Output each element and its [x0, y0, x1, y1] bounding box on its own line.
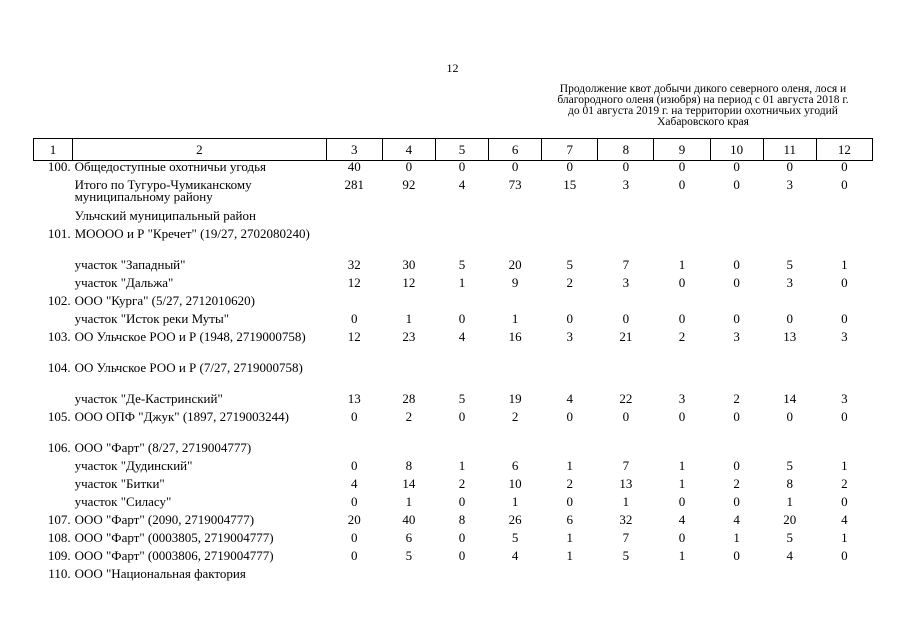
hunting-ground-name-cell: ОО Ульчское РОО и Р (7/27, 2719000758) [74, 360, 303, 375]
quota-value-cell: 1 [678, 548, 686, 563]
quota-value-cell: 0 [622, 409, 630, 424]
quota-value-cell: 20 [783, 512, 797, 527]
column-header: 9 [654, 139, 710, 161]
quota-value-cell: 5 [786, 530, 793, 545]
quota-value-cell: 2 [678, 329, 686, 344]
quota-value-cell: 92 [402, 177, 416, 192]
row-number-cell [34, 478, 73, 496]
quota-value-cell: 5 [458, 391, 466, 406]
row-number-cell: 100. [47, 159, 71, 174]
quota-value-cell: 28 [402, 391, 416, 406]
column-header: 6 [489, 139, 542, 161]
quota-value-cell: 6 [511, 458, 519, 473]
quota-value-cell [816, 210, 872, 228]
hunting-ground-name-cell: участок "Де-Кастринский" [74, 391, 223, 406]
hunting-ground-name-cell: Общедоступные охотничьи угодья [74, 159, 267, 174]
column-header: 11 [763, 139, 816, 161]
quota-value-cell: 3 [841, 391, 848, 406]
quota-value-cell: 4 [458, 329, 466, 344]
quota-value-cell [435, 210, 488, 228]
quota-value-cell: 40 [402, 512, 416, 527]
page-number: 12 [446, 61, 459, 75]
quota-value-cell [654, 228, 710, 259]
hunting-ground-name-cell: МОООО и Р "Кречет" (19/27, 2702080240) [74, 226, 310, 241]
quota-value-cell: 1 [566, 548, 573, 563]
quota-value-cell: 5 [786, 257, 793, 272]
quota-value-cell: 0 [458, 159, 466, 174]
hunting-ground-name-cell: ООО "Национальная фактория [74, 566, 246, 581]
column-header: 12 [816, 139, 872, 161]
quota-value-cell [816, 568, 872, 586]
quota-value-cell: 0 [841, 409, 848, 424]
quota-value-cell [816, 228, 872, 259]
quota-value-cell: 0 [622, 159, 630, 174]
quota-value-cell: 0 [458, 311, 466, 326]
row-number-cell: 107. [47, 512, 71, 527]
row-number-cell [34, 259, 73, 277]
quota-value-cell: 8 [786, 476, 793, 491]
quota-value-cell: 0 [841, 159, 848, 174]
quota-value-cell: 3 [841, 329, 848, 344]
hunting-ground-name-cell: участок "Западный" [74, 257, 186, 272]
hunting-ground-name-cell: участок "Исток реки Муты" [74, 311, 230, 326]
quota-value-cell: 7 [622, 530, 630, 545]
quota-value-cell: 1 [678, 257, 686, 272]
quota-value-cell: 0 [733, 548, 740, 563]
quota-value-cell: 0 [733, 275, 740, 290]
quota-value-cell: 0 [566, 494, 573, 509]
quota-value-cell: 32 [347, 257, 361, 272]
hunting-ground-name-cell: участок "Силасу" [74, 494, 172, 509]
quota-value-cell [435, 362, 488, 393]
quota-value-cell [654, 210, 710, 228]
quota-value-cell: 3 [733, 329, 740, 344]
quota-value-cell: 20 [347, 512, 361, 527]
quota-value-cell: 5 [511, 530, 519, 545]
quota-value-cell: 0 [566, 159, 573, 174]
quota-value-cell: 7 [622, 257, 630, 272]
quota-value-cell [598, 210, 654, 228]
quota-value-cell [763, 362, 816, 393]
quota-value-cell: 5 [405, 548, 413, 563]
table-row [34, 568, 873, 586]
quota-value-cell [382, 568, 435, 586]
hunting-ground-name-cell: участок "Дудинский" [74, 458, 193, 473]
hunting-ground-name-cell: ООО ОПФ "Джук" (1897, 2719003244) [74, 409, 289, 424]
quota-value-cell: 0 [458, 409, 466, 424]
quota-value-cell [489, 568, 542, 586]
row-number-cell: 108. [47, 530, 71, 545]
quota-value-cell: 3 [622, 177, 630, 192]
quota-value-cell: 0 [733, 311, 740, 326]
quota-value-cell: 14 [402, 476, 416, 491]
quota-value-cell: 8 [405, 458, 413, 473]
column-header: 2 [73, 139, 327, 161]
quota-value-cell: 0 [678, 409, 686, 424]
caption-line-4: Хабаровского края [657, 116, 749, 128]
quota-value-cell: 4 [350, 476, 358, 491]
quota-value-cell: 3 [786, 177, 793, 192]
quota-value-cell: 1 [566, 458, 573, 473]
quota-value-cell: 0 [733, 409, 740, 424]
quota-value-cell: 1 [458, 458, 466, 473]
quota-value-cell: 19 [508, 391, 522, 406]
quota-value-cell: 0 [678, 159, 686, 174]
quota-value-cell: 0 [733, 159, 740, 174]
quota-value-cell [489, 228, 542, 259]
quota-value-cell: 2 [405, 409, 413, 424]
quota-value-cell [326, 362, 382, 393]
quota-value-cell: 3 [566, 329, 573, 344]
quota-value-cell: 1 [405, 494, 413, 509]
hunting-ground-name-cell: ООО "Фарт" (0003806, 2719004777) [74, 548, 274, 563]
quota-value-cell: 10 [508, 476, 522, 491]
quota-value-cell: 0 [566, 311, 573, 326]
quota-value-cell [710, 362, 763, 393]
quota-value-cell: 0 [841, 494, 848, 509]
quota-value-cell: 1 [733, 530, 740, 545]
quota-value-cell: 0 [841, 177, 848, 192]
hunting-ground-name-cell: ООО "Фарт" (0003805, 2719004777) [74, 530, 274, 545]
quota-value-cell [382, 362, 435, 393]
quota-value-cell: 1 [405, 311, 413, 326]
quota-value-cell: 30 [402, 257, 416, 272]
quota-value-cell: 4 [841, 512, 848, 527]
quota-value-cell: 5 [566, 257, 573, 272]
quota-value-cell: 0 [350, 494, 358, 509]
quota-value-cell: 2 [511, 409, 519, 424]
caption-line-1: Продолжение квот добычи дикого северного оленя, лося и [559, 83, 847, 95]
header-row [34, 139, 873, 161]
quota-value-cell: 2 [733, 476, 740, 491]
row-number-cell [34, 179, 73, 210]
quota-value-cell: 13 [347, 391, 361, 406]
quota-value-cell [710, 228, 763, 259]
quota-value-cell: 3 [622, 275, 630, 290]
quota-value-cell: 3 [786, 275, 793, 290]
column-header: 5 [435, 139, 488, 161]
quota-value-cell: 0 [458, 530, 466, 545]
quota-value-cell: 5 [622, 548, 630, 563]
quota-value-cell: 0 [350, 311, 358, 326]
quota-value-cell: 0 [350, 548, 358, 563]
quota-value-cell: 21 [619, 329, 633, 344]
quota-value-cell: 0 [350, 530, 358, 545]
quota-value-cell: 4 [566, 391, 573, 406]
hunting-ground-name-cell: Ульчский муниципальный район [74, 208, 256, 223]
quota-value-cell: 0 [622, 311, 630, 326]
column-header: 10 [710, 139, 763, 161]
column-header: 1 [34, 139, 73, 161]
quota-value-cell [326, 228, 382, 259]
quota-value-cell [763, 210, 816, 228]
quota-value-cell: 13 [783, 329, 797, 344]
quota-value-cell [382, 210, 435, 228]
quota-value-cell: 4 [733, 512, 740, 527]
quota-value-cell: 23 [402, 329, 416, 344]
quota-value-cell: 73 [508, 177, 522, 192]
quota-value-cell [326, 568, 382, 586]
quota-value-cell [654, 568, 710, 586]
quota-value-cell: 1 [458, 275, 466, 290]
quota-value-cell [542, 568, 598, 586]
quota-value-cell: 0 [405, 159, 413, 174]
quota-value-cell: 0 [350, 458, 358, 473]
quota-value-cell: 5 [786, 458, 793, 473]
quota-value-cell: 1 [786, 494, 793, 509]
quota-value-cell: 2 [566, 275, 573, 290]
quota-value-cell: 0 [678, 494, 686, 509]
quota-value-cell: 6 [405, 530, 413, 545]
quota-value-cell: 0 [733, 257, 740, 272]
hunting-ground-name-cell: ООО "Фарт" (2090, 2719004777) [74, 512, 255, 527]
quota-value-cell: 0 [678, 275, 686, 290]
quota-value-cell: 1 [841, 257, 848, 272]
row-number-cell: 103. [47, 329, 71, 344]
table-caption [533, 84, 873, 128]
hunting-ground-name-cell: Итого по Тугуро-Чумиканскому муниципальному району [74, 177, 252, 204]
quota-value-cell: 0 [458, 494, 466, 509]
quota-value-cell: 13 [619, 476, 633, 491]
quota-value-cell [542, 210, 598, 228]
quota-value-cell: 0 [841, 548, 848, 563]
quota-value-cell: 281 [344, 177, 364, 192]
quota-value-cell [710, 568, 763, 586]
quota-value-cell: 0 [786, 159, 793, 174]
column-header: 8 [598, 139, 654, 161]
quota-value-cell [763, 568, 816, 586]
quota-value-cell: 5 [458, 257, 466, 272]
table-row [34, 228, 873, 259]
hunting-ground-name-cell: ООО "Курга" (5/27, 2712010620) [74, 293, 255, 308]
quota-value-cell: 0 [678, 530, 686, 545]
quota-value-cell: 8 [458, 512, 466, 527]
column-header: 7 [542, 139, 598, 161]
caption-line-2: благородного оленя (изюбря) на период с 01 августа 2018 г. [557, 94, 849, 106]
hunting-ground-name-cell: участок "Битки" [74, 476, 165, 491]
quota-value-cell: 12 [402, 275, 416, 290]
quota-value-cell: 0 [733, 458, 740, 473]
quota-value-cell: 2 [566, 476, 573, 491]
quota-value-cell: 22 [619, 391, 633, 406]
table-row [34, 331, 873, 362]
quota-value-cell: 3 [678, 391, 686, 406]
row-number-cell: 110. [48, 566, 71, 581]
quota-value-cell: 1 [841, 530, 848, 545]
quota-value-cell: 0 [786, 409, 793, 424]
quota-value-cell: 0 [733, 494, 740, 509]
hunting-ground-name-cell: ОО Ульчское РОО и Р (1948, 2719000758) [74, 329, 306, 344]
quota-value-cell: 1 [622, 494, 630, 509]
quota-value-cell: 4 [678, 512, 686, 527]
quota-value-cell: 0 [566, 409, 573, 424]
quota-value-cell [710, 210, 763, 228]
row-number-cell: 106. [47, 440, 71, 455]
quota-value-cell: 14 [783, 391, 797, 406]
quota-value-cell: 6 [566, 512, 573, 527]
row-number-cell: 105. [47, 409, 71, 424]
row-number-cell: 104. [47, 360, 71, 375]
quota-value-cell: 26 [508, 512, 522, 527]
quota-value-cell: 0 [733, 177, 740, 192]
table-row [34, 179, 873, 210]
hunting-ground-name-cell: ООО "Фарт" (8/27, 2719004777) [74, 440, 252, 455]
quota-value-cell: 0 [678, 177, 686, 192]
quota-value-cell: 2 [458, 476, 466, 491]
quota-value-cell: 15 [563, 177, 577, 192]
quota-value-cell [542, 228, 598, 259]
quota-value-cell: 0 [350, 409, 358, 424]
column-header: 4 [382, 139, 435, 161]
quota-value-cell [435, 228, 488, 259]
quota-value-cell [816, 362, 872, 393]
quota-value-cell: 0 [678, 311, 686, 326]
quota-value-cell: 20 [508, 257, 522, 272]
quota-value-cell [542, 362, 598, 393]
quota-value-cell [763, 228, 816, 259]
quota-value-cell: 1 [511, 494, 519, 509]
row-number-cell: 101. [47, 226, 71, 241]
quota-value-cell: 7 [622, 458, 630, 473]
quota-value-cell: 9 [511, 275, 519, 290]
quota-value-cell: 1 [841, 458, 848, 473]
quota-value-cell: 12 [347, 329, 361, 344]
quota-value-cell: 4 [511, 548, 519, 563]
quota-value-cell: 2 [841, 476, 848, 491]
quota-table [33, 138, 873, 586]
table-row [34, 362, 873, 393]
quota-value-cell: 0 [511, 159, 519, 174]
quota-value-cell: 16 [508, 329, 522, 344]
quota-value-cell: 0 [841, 275, 848, 290]
quota-value-cell [382, 228, 435, 259]
quota-value-cell [489, 210, 542, 228]
quota-value-cell: 1 [511, 311, 519, 326]
quota-value-cell [598, 228, 654, 259]
quota-value-cell [598, 568, 654, 586]
quota-value-cell: 0 [786, 311, 793, 326]
quota-value-cell [326, 210, 382, 228]
quota-value-cell: 4 [458, 177, 466, 192]
quota-value-cell [489, 362, 542, 393]
quota-value-cell: 32 [619, 512, 633, 527]
row-number-cell [34, 460, 73, 478]
quota-value-cell: 4 [786, 548, 793, 563]
quota-value-cell: 40 [347, 159, 361, 174]
hunting-ground-name-cell: участок "Дальжа" [74, 275, 174, 290]
table-row [34, 411, 873, 442]
quota-value-cell: 0 [841, 311, 848, 326]
quota-value-cell [654, 362, 710, 393]
column-header: 3 [326, 139, 382, 161]
quota-value-cell [598, 362, 654, 393]
quota-value-cell: 1 [678, 458, 686, 473]
row-number-cell: 102. [47, 293, 71, 308]
row-number-cell: 109. [47, 548, 71, 563]
quota-value-cell: 0 [458, 548, 466, 563]
quota-value-cell: 1 [566, 530, 573, 545]
quota-value-cell: 12 [347, 275, 361, 290]
quota-value-cell: 2 [733, 391, 740, 406]
quota-value-cell [435, 568, 488, 586]
quota-value-cell: 1 [678, 476, 686, 491]
caption-line-3: до 01 августа 2019 г. на территории охотничьих угодий [568, 105, 838, 117]
